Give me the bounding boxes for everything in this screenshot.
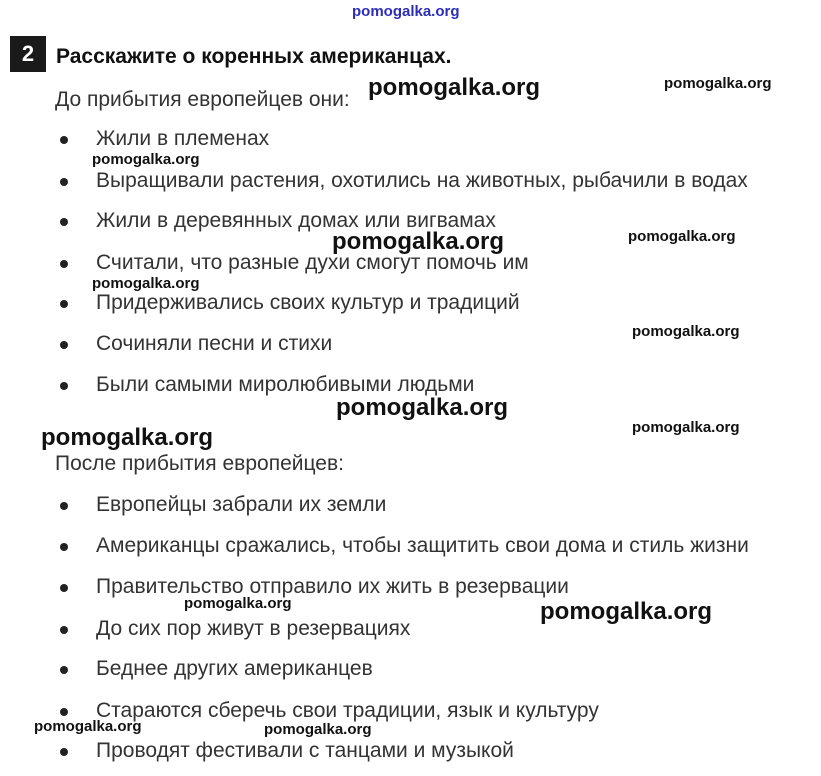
list-item-text: Стараются сберечь свои традиции, язык и культуру <box>96 699 599 722</box>
list-item-text: Беднее других американцев <box>96 657 373 680</box>
watermark: pomogalka.org <box>632 323 740 340</box>
watermark: pomogalka.org <box>184 595 292 612</box>
list-item-text: Правительство отправило их жить в резервации <box>96 575 569 598</box>
list-item-text: Жили в деревянных домах или вигвамах <box>96 209 496 232</box>
watermark: pomogalka.org <box>92 275 200 292</box>
bullet-icon <box>60 748 68 756</box>
bullet-icon <box>60 502 68 510</box>
list-item-text: Считали, что разные духи смогут помочь им <box>96 251 529 274</box>
list-item-text: Сочиняли песни и стихи <box>96 332 333 355</box>
watermark: pomogalka.org <box>368 74 541 101</box>
watermark: pomogalka.org <box>628 228 736 245</box>
watermark: pomogalka.org <box>41 424 214 451</box>
list-item-text: Американцы сражались, чтобы защитить свои дома и стиль жизни <box>96 534 749 557</box>
bullet-icon <box>60 543 68 551</box>
bullet-icon <box>60 218 68 226</box>
before-intro: До прибытия европейцев они: <box>55 88 350 111</box>
bullet-icon <box>60 178 68 186</box>
bullet-icon <box>60 666 68 674</box>
watermark: pomogalka.org <box>540 598 713 625</box>
watermark: pomogalka.org <box>336 394 509 421</box>
exercise-number-badge: 2 <box>10 36 46 72</box>
bullet-icon <box>60 382 68 390</box>
list-item-text: Придерживались своих культур и традиций <box>96 291 520 314</box>
list-item-text: Выращивали растения, охотились на животных, рыбачили в водах <box>96 169 748 192</box>
watermark: pomogalka.org <box>664 75 772 92</box>
exercise-title: Расскажите о коренных американцах. <box>56 45 452 68</box>
list-item-text: Жили в племенах <box>96 127 270 150</box>
watermark-top: pomogalka.org <box>352 3 460 20</box>
bullet-icon <box>60 341 68 349</box>
bullet-icon <box>60 626 68 634</box>
bullet-icon <box>60 708 68 716</box>
bullet-icon <box>60 136 68 144</box>
list-item-text: Европейцы забрали их земли <box>96 493 387 516</box>
watermark: pomogalka.org <box>264 721 372 738</box>
list-item-text: Проводят фестивали с танцами и музыкой <box>96 739 514 762</box>
watermark: pomogalka.org <box>332 228 505 255</box>
watermark: pomogalka.org <box>34 718 142 735</box>
bullet-icon <box>60 584 68 592</box>
bullet-icon <box>60 300 68 308</box>
watermark: pomogalka.org <box>632 419 740 436</box>
watermark: pomogalka.org <box>92 151 200 168</box>
after-intro: После прибытия европейцев: <box>55 452 344 475</box>
bullet-icon <box>60 260 68 268</box>
list-item-text: До сих пор живут в резервациях <box>96 617 411 640</box>
list-item-text: Были самыми миролюбивыми людьми <box>96 373 475 396</box>
